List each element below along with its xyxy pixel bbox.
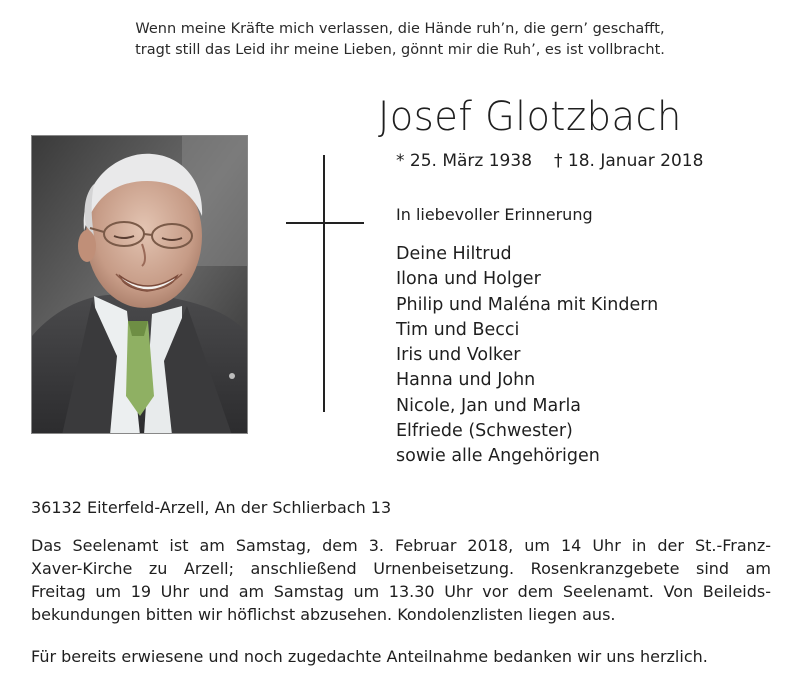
notice-line-3: Freitag um 19 Uhr und am Samstag um 13.30 Uhr vor dem Seelenamt. Von Beileids- — [31, 582, 771, 601]
list-item: Hanna und John — [396, 370, 536, 391]
list-item: Nicole, Jan und Marla — [396, 395, 582, 416]
portrait-photo — [31, 135, 248, 434]
list-item: Deine Hiltrud — [396, 244, 512, 264]
memory-line: In liebevoller Erinnerung — [396, 205, 593, 224]
cross-icon — [286, 155, 364, 412]
list-item: Philip und Maléna mit Kindern — [396, 294, 659, 315]
portrait-illustration — [32, 136, 248, 434]
poem-line-2: tragt still das Leid ihr meine Lieben, gönnt mir die Ruh’, es ist vollbracht. — [135, 42, 665, 58]
funeral-notice — [31, 534, 771, 626]
cross-vertical-bar — [323, 155, 325, 412]
notice-line-4: bekundungen bitten wir höflichst abzusehen. Kondolenzlisten liegen aus. — [31, 605, 616, 624]
list-item: sowie alle Angehörigen — [396, 446, 600, 467]
notice-line-2: Xaver-Kirche zu Arzell; anschließend Urnenbeisetzung. Rosenkranzgebete sind am — [31, 559, 771, 578]
mourners-list — [396, 242, 658, 470]
life-dates — [396, 151, 703, 171]
list-item: Elfriede (Schwester) — [396, 421, 573, 442]
notice-line-1: Das Seelenamt ist am Samstag, dem 3. Februar 2018, um 14 Uhr in der St.-Franz- — [31, 536, 771, 555]
deceased-name: Josef Glotzbach — [378, 94, 682, 140]
address: 36132 Eiterfeld-Arzell, An der Schlierbach 13 — [31, 498, 392, 517]
list-item: Iris und Volker — [396, 345, 521, 366]
cross-horizontal-bar — [286, 222, 364, 224]
list-item: Tim und Becci — [396, 319, 520, 340]
list-item: Ilona und Holger — [396, 269, 541, 290]
poem-line-1: Wenn meine Kräfte mich verlassen, die Hände ruh’n, die gern’ geschafft, — [135, 21, 665, 37]
poem — [0, 19, 800, 61]
thanks-line: Für bereits erwiesene und noch zugedachte Anteilnahme bedanken wir uns herzlich. — [31, 647, 708, 666]
death-date: † 18. Januar 2018 — [554, 151, 704, 171]
birth-date: * 25. März 1938 — [396, 151, 533, 171]
